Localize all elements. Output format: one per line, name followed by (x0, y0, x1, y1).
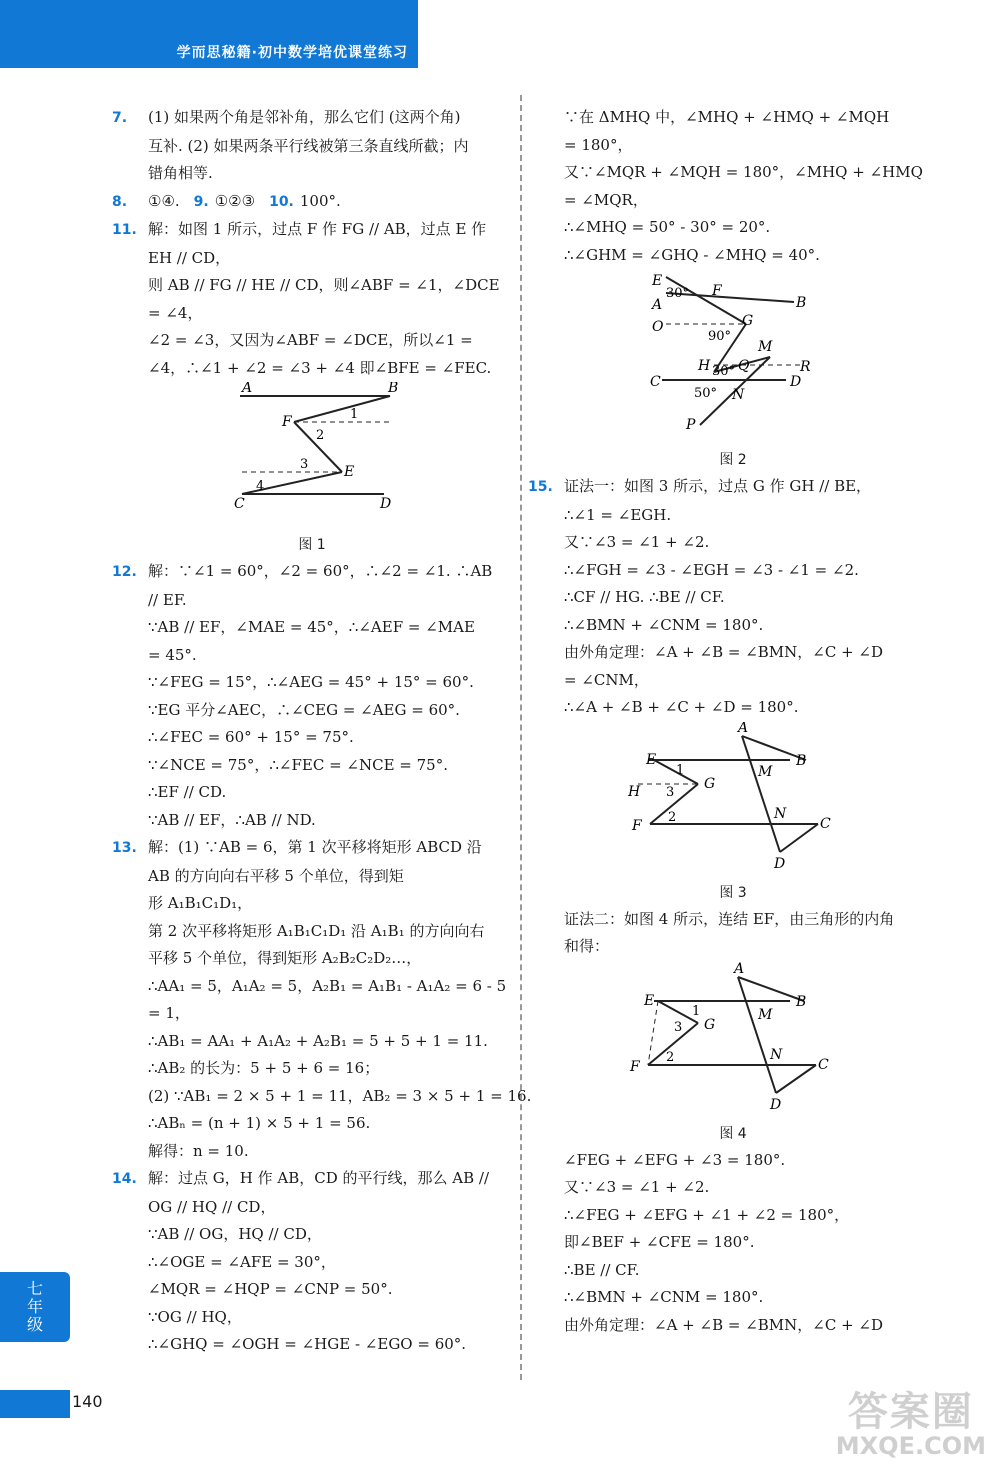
fig1-label-E: E (344, 464, 355, 480)
fig3-label-C: C (820, 815, 831, 832)
fig3-label-F: F (632, 817, 642, 834)
figure-1-diagram (112, 382, 512, 532)
figure-1 (112, 382, 512, 532)
q15-line: 由外角定理：∠A + ∠B = ∠BMN，∠C + ∠D (564, 1315, 884, 1334)
fig2-label-N: N (732, 387, 745, 403)
figure-4-caption: 图 4 (719, 1125, 747, 1142)
column-divider (520, 95, 522, 1380)
q13-line: 解得：n = 10. (148, 1141, 249, 1160)
fig2-label-M: M (758, 339, 773, 355)
fig2-label-H: H (698, 358, 711, 374)
fig4-label-F: F (630, 1058, 640, 1075)
q15-line: 又∵∠3 = ∠1 + ∠2. (564, 533, 710, 551)
fig2-label-B: B (796, 295, 807, 311)
fig4-angle-2: 2 (666, 1049, 675, 1065)
fig2-label-F: F (712, 283, 722, 299)
q13-line: 13. 解：(1) ∵AB = 6，第 1 次平移将矩形 ABCD 沿 (112, 838, 482, 856)
fig2-angle-50: 50° (694, 386, 718, 401)
q15-line: ∴∠BMN + ∠CNM = 180°. (564, 1288, 764, 1306)
fig2-angle-90: 90° (708, 329, 732, 344)
watermark-url: MXQE.COM (835, 1432, 986, 1460)
fig2-angle-30a: 30° (666, 286, 690, 301)
q11-line: EH // CD， (148, 248, 231, 267)
fig3-label-B: B (796, 752, 807, 769)
q15-line: 15. 证法一：如图 3 所示，过点 G 作 GH // BE， (528, 477, 872, 495)
fig4-label-B: B (796, 993, 807, 1010)
q13-line: ∴AB₁ = AA₁ + A₁A₂ + A₂B₁ = 5 + 5 + 1 = 11. (148, 1031, 488, 1050)
q15-line: 即∠BEF + ∠CFE = 180°. (564, 1233, 755, 1251)
q15-line: ∴∠1 = ∠EGH. (564, 505, 672, 524)
q13-line: (2) ∵AB₁ = 2 × 5 + 1 = 11，AB₂ = 3 × 5 + 1 = 16. (148, 1086, 532, 1105)
fig4-label-D: D (770, 1096, 782, 1113)
q13-line: ∴ABₙ = (n + 1) × 5 + 1 = 56. (148, 1114, 371, 1132)
q15-line: ∴CF // HG. ∴BE // CF. (564, 588, 725, 606)
fig4-angle-1: 1 (692, 1003, 701, 1019)
q12-line: ∵AB // EF，∴AB // ND. (148, 810, 316, 829)
fig4-label-A: A (734, 960, 745, 977)
fig1-label-A: A (242, 382, 253, 396)
q14-cont-line: ∵在 ΔMHQ 中，∠MHQ + ∠HMQ + ∠MQH (564, 108, 890, 126)
q14-line: OG // HQ // CD， (148, 1197, 276, 1216)
header-bar (0, 0, 418, 68)
grade-char: 级 (26, 1315, 43, 1334)
q11-line: 11. 解：如图 1 所示，过点 F 作 FG // AB，过点 E 作 (112, 220, 487, 238)
fig1-label-F: F (282, 414, 292, 430)
figure-4 (528, 961, 938, 1121)
q14-line: ∵OG // HQ， (148, 1307, 242, 1326)
fig4-label-E: E (644, 992, 655, 1009)
page-number: 140 (72, 1392, 103, 1411)
q14-cont-line: ∴∠GHM = ∠GHQ - ∠MHQ = 40°. (564, 245, 820, 264)
figure-2-diagram (528, 269, 938, 447)
fig2-label-C: C (650, 374, 661, 390)
fig2-label-Q: Q (738, 358, 750, 374)
q15-line: 证法二：如图 4 所示，连结 EF，由三角形的内角 (564, 909, 895, 928)
q14-line: ∴∠OGE = ∠AFE = 30°， (148, 1252, 336, 1271)
figure-3-diagram (528, 722, 938, 880)
fig2-label-O: O (652, 319, 664, 335)
fig2-label-P: P (686, 417, 696, 433)
q7-line-2: 互补. (2) 如果两条平行线被第三条直线所截；内 (148, 136, 469, 155)
q7-line-1: 7. (1) 如果两个角是邻补角，那么它们 (这两个角) (112, 108, 461, 126)
q14-cont-line: = ∠MQR， (564, 190, 648, 209)
figure-2-caption: 图 2 (719, 452, 747, 468)
q15-line: ∴BE // CF. (564, 1260, 640, 1279)
q14-cont-line: = 180°， (564, 135, 633, 154)
fig1-label-B: B (388, 382, 399, 396)
fig2-label-D: D (790, 374, 802, 390)
fig3-label-A: A (738, 721, 749, 736)
watermark (835, 1389, 986, 1463)
q12-line: 12. 解：∵∠1 = 60°，∠2 = 60°，∴∠2 = ∠1. ∴AB (112, 562, 493, 580)
q14-cont-line: 又∵∠MQR + ∠MQH = 180°，∠MHQ + ∠HMQ (564, 163, 923, 181)
q11-line: ∠2 = ∠3，又因为∠ABF = ∠DCE，所以∠1 = (148, 331, 473, 349)
figure-1-caption: 图 1 (298, 537, 326, 553)
fig3-label-E: E (646, 751, 657, 768)
q15-line: 和得： (564, 937, 610, 955)
fig3-label-H: H (628, 783, 641, 800)
q13-line: ∴AA₁ = 5，A₁A₂ = 5，A₂B₁ = A₁B₁ - A₁A₂ = 6 - 5 (148, 976, 507, 995)
q12-line: = 45°. (148, 645, 197, 664)
fig4-label-N: N (770, 1046, 783, 1063)
q12-line: ∴EF // CD. (148, 783, 227, 801)
q15-line: ∴∠FGH = ∠3 - ∠EGH = ∠3 - ∠1 = ∠2. (564, 560, 859, 579)
fig3-label-N: N (774, 805, 787, 822)
figure-4-diagram (528, 961, 938, 1121)
watermark-logo-text: 答案圈 (847, 1389, 974, 1435)
fig4-label-G: G (704, 1016, 716, 1033)
grade-char: 年 (26, 1297, 43, 1316)
grade-char: 七 (26, 1279, 43, 1298)
header-title: 学而思秘籍·初中数学培优课堂练习 (176, 45, 408, 61)
q15-line: ∴∠FEG + ∠EFG + ∠1 + ∠2 = 180°， (564, 1205, 850, 1224)
q12-line: ∵∠NCE = 75°，∴∠FEC = ∠NCE = 75°. (148, 755, 448, 774)
q12-line: ∵EG 平分∠AEC，∴∠CEG = ∠AEG = 60°. (148, 700, 460, 719)
figure-2 (528, 269, 938, 447)
fig4-angle-3: 3 (674, 1019, 683, 1035)
right-column (528, 104, 938, 1339)
q15-line: 又∵∠3 = ∠1 + ∠2. (564, 1178, 710, 1196)
q15-line: ∴∠A + ∠B + ∠C + ∠D = 180°. (564, 698, 799, 716)
q14-line: ∠MQR = ∠HQP = ∠CNP = 50°. (148, 1280, 393, 1298)
fig2-label-A: A (652, 297, 663, 313)
q12-line: // EF. (148, 590, 187, 609)
q15-line: = ∠CNM， (564, 670, 649, 689)
q15-line: 由外角定理：∠A + ∠B = ∠BMN，∠C + ∠D (564, 643, 884, 661)
q12-line: ∵AB // EF，∠MAE = 45°，∴∠AEF = ∠MAE (148, 618, 475, 636)
q11-line: = ∠4， (148, 303, 203, 322)
q14-cont-line: ∴∠MHQ = 50° - 30° = 20°. (564, 218, 771, 236)
q15-line: ∴∠BMN + ∠CNM = 180°. (564, 615, 764, 634)
q14-line: 14. 解：过点 G，H 作 AB，CD 的平行线，那么 AB // (112, 1169, 489, 1187)
fig3-angle-3: 3 (666, 784, 675, 800)
q12-line: ∵∠FEG = 15°，∴∠AEG = 45° + 15° = 60°. (148, 673, 474, 691)
q13-line: 第 2 次平移将矩形 A₁B₁C₁D₁ 沿 A₁B₁ 的方向向右 (148, 921, 485, 940)
q13-line: AB 的方向向右平移 5 个单位，得到矩 (148, 866, 404, 885)
q11-line: ∠4，∴∠1 + ∠2 = ∠3 + ∠4 即∠BFE = ∠FEC. (148, 358, 492, 377)
q15-line: ∠FEG + ∠EFG + ∠3 = 180°. (564, 1150, 786, 1169)
q13-line: 平移 5 个单位，得到矩形 A₂B₂C₂D₂…， (148, 949, 422, 967)
fig2-label-G: G (742, 313, 754, 329)
fig3-label-D: D (774, 855, 786, 872)
fig3-label-G: G (704, 775, 716, 792)
fig2-angle-30b: 30° (712, 364, 736, 379)
fig1-angle-1: 1 (350, 407, 359, 422)
left-column (112, 104, 532, 1359)
fig1-angle-3: 3 (300, 457, 309, 472)
figure-3 (528, 722, 938, 880)
q13-line: ∴AB₂ 的长为：5 + 5 + 6 = 16； (148, 1059, 380, 1077)
grade-tab (0, 1272, 70, 1342)
fig1-angle-4: 4 (256, 479, 265, 494)
q14-line: ∴∠GHQ = ∠OGH = ∠HGE - ∠EGO = 60°. (148, 1335, 467, 1353)
q7-line-3: 错角相等. (148, 164, 213, 182)
fig1-label-D: D (380, 496, 392, 512)
fig2-label-R: R (800, 359, 811, 375)
q13-line: 形 A₁B₁C₁D₁， (148, 894, 253, 912)
fig1-label-C: C (234, 496, 245, 512)
fig4-label-C: C (818, 1056, 829, 1073)
figure-3-caption: 图 3 (719, 884, 747, 901)
q14-line: ∵AB // OG，HQ // CD， (148, 1225, 322, 1243)
q11-line: 则 AB // FG // HE // CD，则∠ABF = ∠1，∠DCE (148, 276, 500, 294)
fig3-label-M: M (758, 763, 773, 780)
fig1-angle-2: 2 (316, 428, 325, 443)
q13-line: = 1， (148, 1004, 190, 1022)
page-number-bar (0, 1390, 70, 1418)
q12-line: ∴∠FEC = 60° + 15° = 75°. (148, 728, 354, 746)
fig3-angle-1: 1 (676, 762, 685, 778)
fig2-label-E: E (652, 273, 663, 289)
fig3-angle-2: 2 (668, 809, 677, 825)
fig4-label-M: M (758, 1006, 773, 1023)
q8-10-line: 8. ①④. 9. ①②③ 10. 100°. (112, 191, 341, 210)
